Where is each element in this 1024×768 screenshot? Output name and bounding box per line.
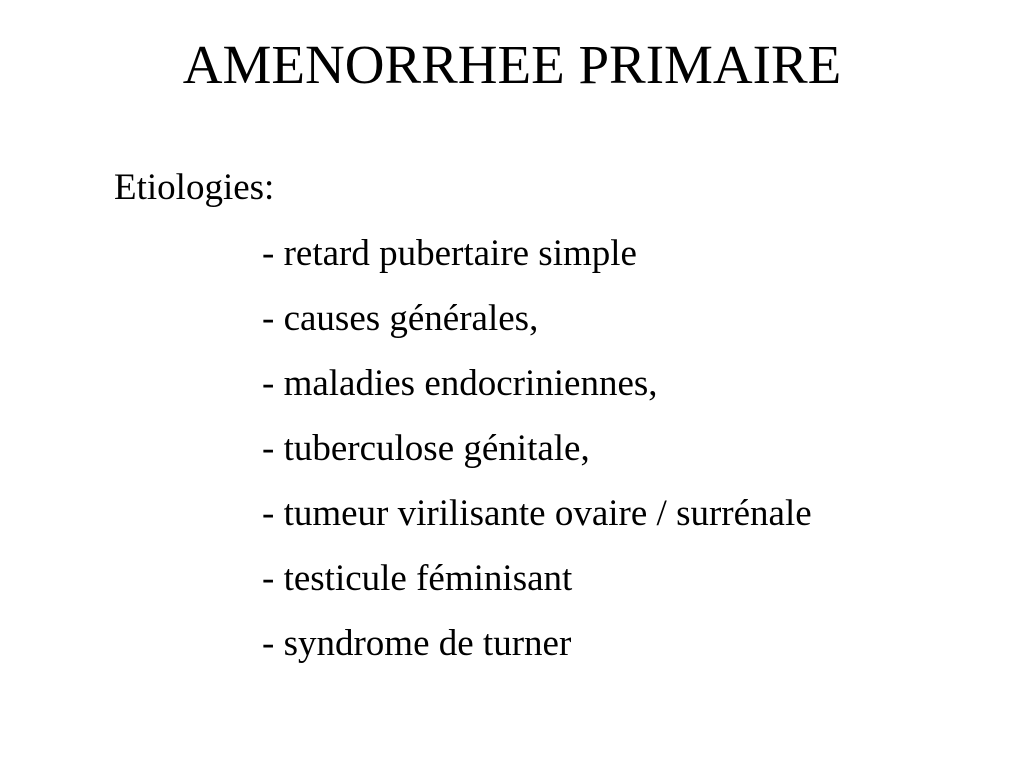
list-item: - maladies endocriniennes, [262, 363, 658, 404]
section-heading: Etiologies: [114, 167, 275, 208]
list-item: - retard pubertaire simple [262, 233, 637, 274]
list-item: - causes générales, [262, 298, 539, 339]
slide-title: AMENORRHEE PRIMAIRE [182, 34, 842, 95]
list-item: - testicule féminisant [262, 558, 573, 599]
list-item: - syndrome de turner [262, 623, 572, 664]
list-item: - tumeur virilisante ovaire / surrénale [262, 493, 812, 534]
etiology-list [262, 231, 812, 686]
list-item: - tuberculose génitale, [262, 428, 590, 469]
